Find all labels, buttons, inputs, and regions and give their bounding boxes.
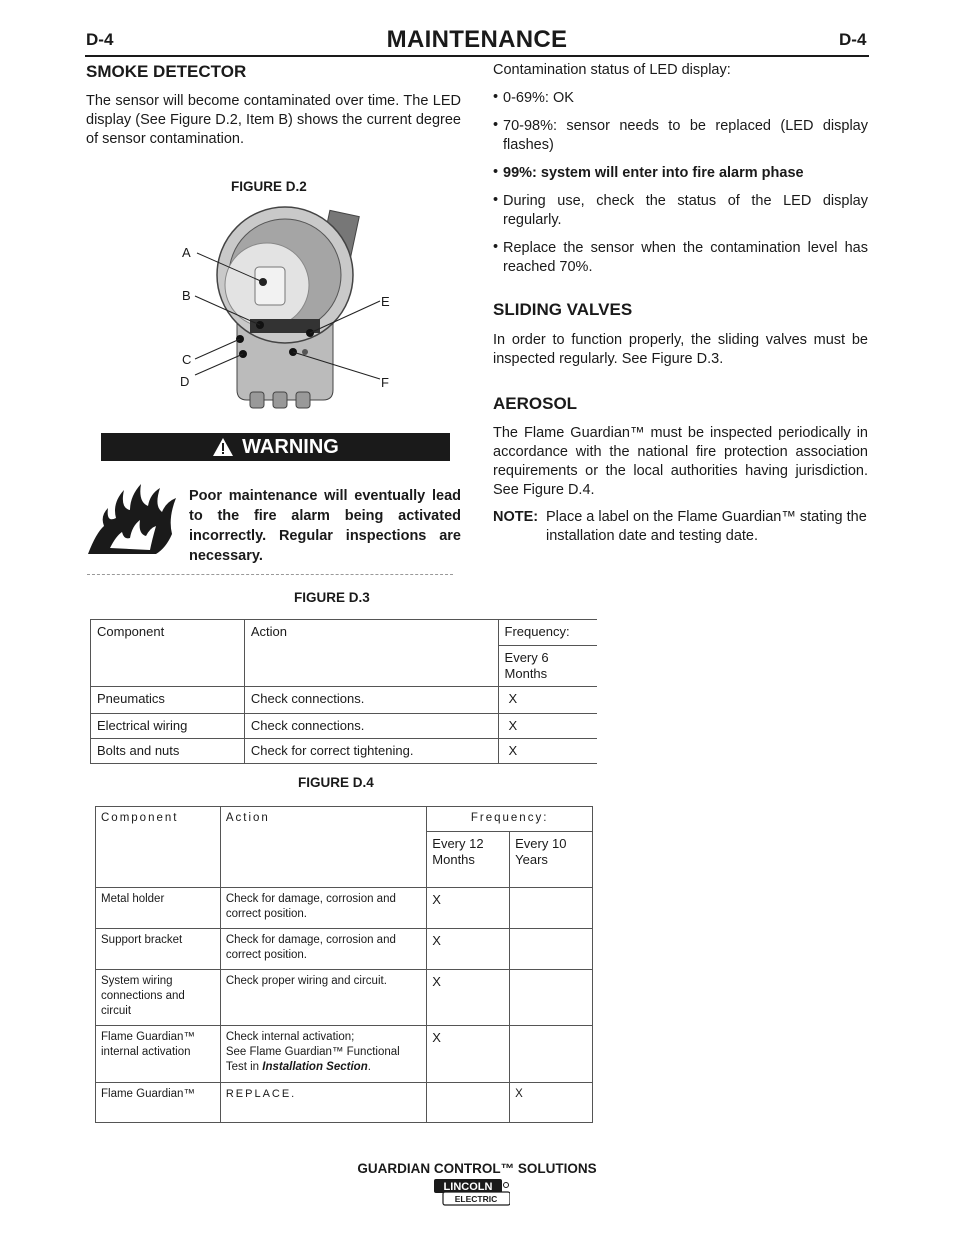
figure-d3-table [90, 619, 597, 764]
footer-title: GUARDIAN CONTROL™ SOLUTIONS [357, 1161, 597, 1176]
page-number-left: D-4 [86, 30, 114, 49]
warning-divider [87, 574, 453, 575]
callout-a: A [182, 245, 191, 260]
figure-d3-label: FIGURE D.3 [294, 590, 370, 605]
figure-d4-label: FIGURE D.4 [298, 775, 374, 790]
smoke-detector-illustration [175, 205, 405, 415]
table-header-component: Component [91, 620, 245, 687]
table-row: Flame Guardian™ REPLACE. X [96, 1083, 593, 1123]
smoke-detector-body: The sensor will become contaminated over time. The LED display (See Figure D.2, Item B) shows the current degree of sensor contamination. [86, 93, 461, 147]
callout-e: E [381, 294, 390, 309]
aerosol-heading: AEROSOL [493, 394, 578, 413]
note-text: Place a label on the Flame Guardian™ stating the installation date and testing date. [546, 509, 867, 544]
aerosol-note [493, 508, 868, 546]
note-label: NOTE: [493, 509, 539, 525]
table-row: Electrical wiring Check connections. X [91, 714, 598, 739]
callout-b: B [182, 288, 191, 303]
contamination-bullet-5: • Replace the sensor when the contamination level has reached 70%. [493, 239, 868, 275]
figure-d2-label: FIGURE D.2 [231, 179, 307, 194]
table-header-component: Component [96, 807, 221, 888]
warning-label: WARNING [242, 435, 339, 458]
warning-text: Poor maintenance will eventually lead to the fire alarm being activated incorrectly. Regular inspections are necessary. [189, 488, 461, 564]
warning-banner [101, 433, 450, 461]
sliding-valves-heading: SLIDING VALVES [493, 300, 633, 319]
sliding-valves-body: In order to function properly, the sliding valves must be inspected regularly. See Figure D.3. [493, 332, 868, 367]
smoke-detector-heading: SMOKE DETECTOR [86, 62, 247, 81]
table-row: Bolts and nuts Check for correct tightening. X [91, 739, 598, 764]
contamination-bullet-3: • 99%: system will enter into fire alarm phase [493, 164, 804, 181]
svg-text:LINCOLN: LINCOLN [443, 1181, 493, 1193]
fire-icon [86, 478, 181, 556]
contamination-bullet-4: • During use, check the status of the LED display regularly. [493, 192, 868, 228]
aerosol-body: The Flame Guardian™ must be inspected periodically in accordance with the national fire protection association requirements or the local authorities having jurisdiction. See Figure D.4. [493, 425, 868, 498]
callout-f: F [381, 375, 389, 390]
table-row: Pneumatics Check connections. X [91, 687, 598, 714]
table-row: Support bracket Check for damage, corrosion and correct position. X [96, 929, 593, 970]
contamination-bullet-1: • 0-69%: OK [493, 89, 574, 106]
table-row: Metal holder Check for damage, corrosion and correct position. X [96, 888, 593, 929]
table-header-interval: Every 6 Months [498, 646, 597, 687]
svg-text:ELECTRIC: ELECTRIC [454, 1194, 498, 1204]
callout-c: C [182, 352, 192, 367]
page-title: MAINTENANCE [386, 26, 568, 53]
table-header-action: Action [244, 620, 498, 687]
table-header-col1: Every 12 Months [427, 832, 510, 888]
table-header-col2: Every 10 Years [510, 832, 593, 888]
table-header-action: Action [220, 807, 426, 888]
contamination-bullet-2: • 70-98%: sensor needs to be replaced (LED display flashes) [493, 117, 868, 153]
table-row: Flame Guardian™ internal activation Check internal activation; See Flame Guardian™ Functional Test in Installation Section. X [96, 1026, 593, 1083]
figure-d4-table [95, 806, 593, 1123]
page-number-right: D-4 [839, 30, 867, 49]
header-rule [85, 55, 869, 57]
lincoln-electric-logo [433, 1178, 510, 1206]
table-header-frequency: Frequency: [427, 807, 593, 832]
callout-d: D [180, 374, 190, 389]
table-row: System wiring connections and circuit Check proper wiring and circuit. X [96, 970, 593, 1026]
warning-triangle-icon [212, 437, 234, 457]
table-header-frequency: Frequency: [498, 620, 597, 646]
contamination-intro: Contamination status of LED display: [493, 62, 731, 78]
